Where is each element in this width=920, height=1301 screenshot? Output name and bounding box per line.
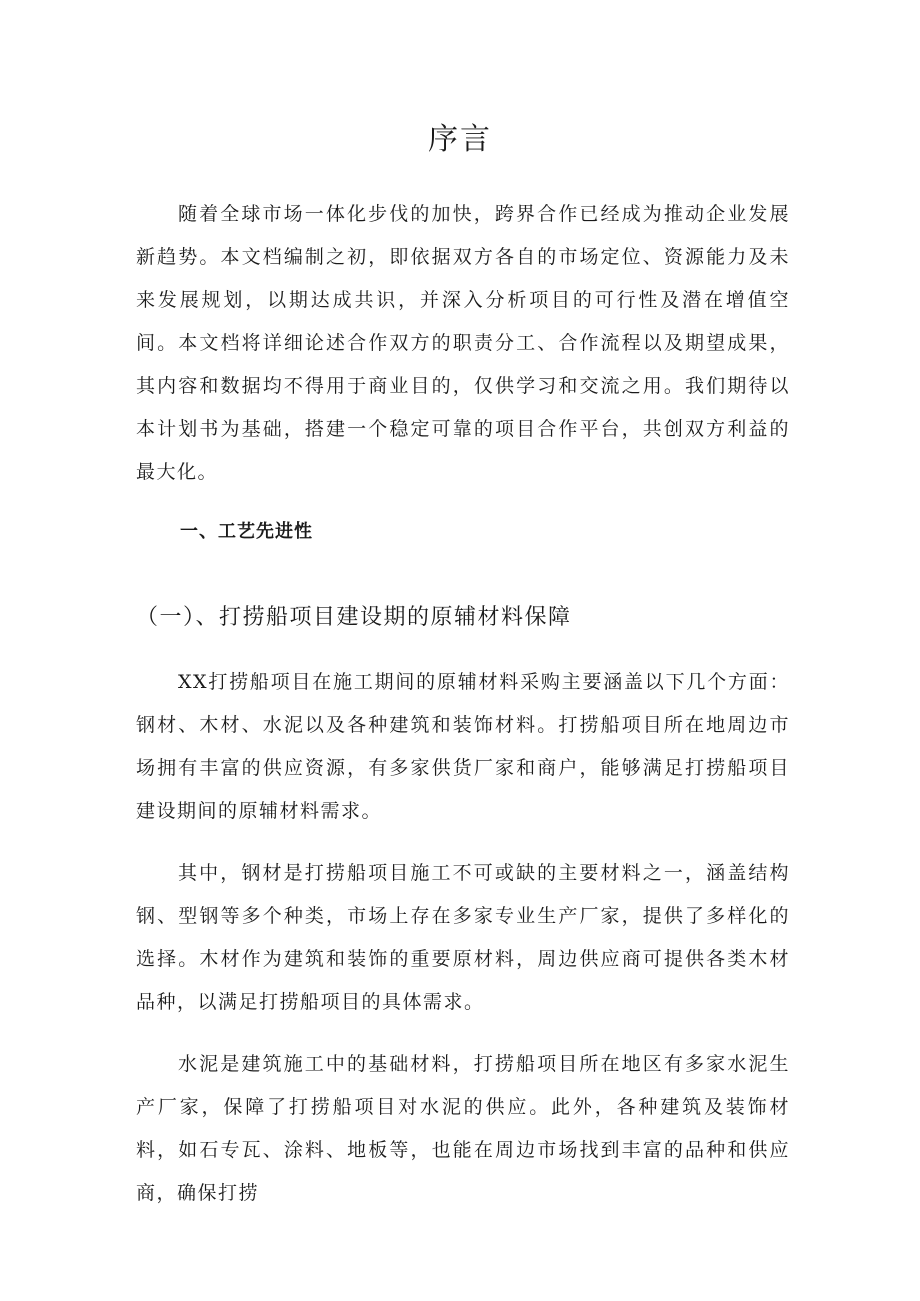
section-heading: 一、工艺先进性 [180,521,313,542]
subsection-heading: （一）、打捞船项目建设期的原辅材料保障 [136,605,572,630]
body-paragraph-cement: 水泥是建筑施工中的基础材料，打捞船项目所在地区有多家水泥生产厂家，保障了打捞船项目对水泥的供应。此外，各种建筑及装饰材料，如石专瓦、涂料、地板等，也能在周边市场找到丰富的品种和供应商，确保打捞 [136,1053,790,1204]
page-title: 序言 [428,122,492,157]
intro-paragraph: 随着全球市场一体化步伐的加快，跨界合作已经成为推动企业发展新趋势。本文档编制之初，即依据双方各自的市场定位、资源能力及未来发展规划，以期达成共识，并深入分析项目的可行性及潜在增值空间。本文档将详细论述合作双方的职责分工、合作流程以及期望成果，其内容和数据均不得用于商业目的，仅供学习和交流之用。我们期待以本计划书为基础，搭建一个稳定可靠的项目合作平台，共创双方利益的最大化。 [136,203,790,483]
body-paragraph-materials: XX打捞船项目在施工期间的原辅材料采购主要涵盖以下几个方面：钢材、木材、水泥以及各种建筑和装饰材料。打捞船项目所在地周边市场拥有丰富的供应资源，有多家供货厂家和商户，能够满足打捞船项目建设期间的原辅材料需求。 [136,671,790,822]
body-paragraph-steel-wood: 其中，钢材是打捞船项目施工不可或缺的主要材料之一，涵盖结构钢、型钢等多个种类，市场上存在多家专业生产厂家，提供了多样化的选择。木材作为建筑和装饰的重要原材料，周边供应商可提供各类木材品种，以满足打捞船项目的具体需求。 [136,862,790,1013]
